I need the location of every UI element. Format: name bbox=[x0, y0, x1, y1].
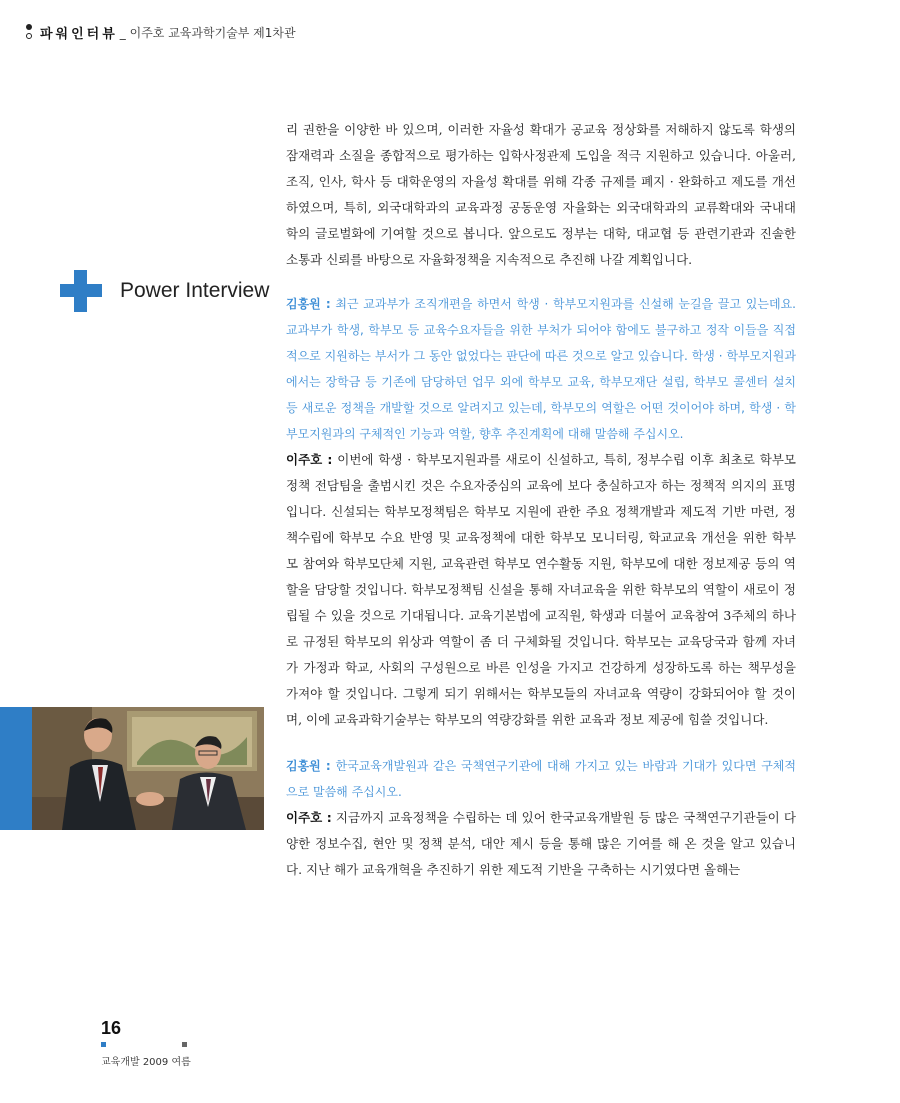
answer-2-text: 지금까지 교육정책을 수립하는 데 있어 한국교육개발원 등 많은 국책연구기관들이 다양한 정보수집, 현안 및 정책 분석, 대안 제시 등을 통해 많은 기여를 해 온 것을 알고 있습니다. 지난 해가 교육개혁을 추진하기 위한 제도적 기반을 구축하는 시기였다면 올해는 bbox=[286, 810, 796, 877]
header-title: 파워인터뷰 bbox=[40, 26, 118, 42]
article-body bbox=[286, 117, 796, 883]
footer-square-blue bbox=[101, 1042, 106, 1047]
publication-name: 교육개발 2009 여름 bbox=[101, 1057, 191, 1068]
intro-paragraph: 리 권한을 이양한 바 있으며, 이러한 자율성 확대가 공교육 정상화를 저해하지 않도록 학생의 잠재력과 소질을 종합적으로 평가하는 입학사정관제 도입을 적극 지원하고 있습니다. 아울러, 조직, 인사, 학사 등 대학운영의 자율성 확대를 위해 각종 규제를 폐지 · 완화하고 제도를 개선하였으며, 특히, 외국대학과의 교육과정 공동운영 자율화는 외국대학과의 교류확대와 국내대학의 글로벌화에 기여할 것으로 봅니다. 앞으로도 정부는 대학, 대교협 등 관련기관과 진솔한 소통과 신뢰를 바탕으로 자율화정책을 지속적으로 추진해 나갈 계획입니다. bbox=[286, 122, 796, 267]
plus-icon bbox=[60, 270, 102, 312]
running-header bbox=[24, 22, 296, 42]
bullet-dots-icon bbox=[24, 22, 34, 42]
photo-accent-bar bbox=[0, 707, 32, 830]
footer-square-gray bbox=[182, 1042, 187, 1047]
answer-1-text: 이번에 학생 · 학부모지원과를 새로이 신설하고, 특히, 정부수립 이후 최초로 학부모정책 전담팀을 출범시킨 것은 수요자중심의 교육에 보다 충실하고자 하는 정책적 의지의 표명입니다. 신설되는 학부모정책팀은 학부모 지원에 관한 주요 정책개발과 제도적 기반 마련, 정책수립에 학부모 수요 반영 및 교육정책에 대한 학부모 모니터링, 학교교육 개선을 위한 학부모 참여와 학부모단체 지원, 교육관련 학부모 연수활동 지원, 학부모에 대한 정보제공 등의 역할을 담당할 것입니다. 학부모정책팀 신설을 통해 자녀교육을 위한 학부모의 역할이 새로이 정립될 수 있을 것으로 기대됩니다. 교육기본법에 교직원, 학생과 더불어 교육참여 3주체의 하나로 규정된 학부모의 위상과 역할이 좀 더 구체화될 것입니다. 학부모는 교육당국과 함께 자녀가 가정과 학교, 사회의 구성원으로 바른 인성을 가지고 건강하게 성장하도록 하는 책무성을 가져야 할 것입니다. 그렇게 되기 위해서는 학부모들의 자녀교육 역량이 강화되어야 할 것이며, 이에 교육과학기술부는 학부모의 역량강화를 위한 교육과 정보 제공에 힘쓸 것입니다. bbox=[286, 452, 796, 727]
page-number: 16 bbox=[101, 1018, 122, 1038]
answer-2 bbox=[286, 805, 796, 883]
interview-photo bbox=[32, 707, 264, 830]
question-2 bbox=[286, 753, 796, 805]
header-subtitle: _ 이주호 교육과학기술부 제1차관 bbox=[119, 25, 296, 40]
section-marker bbox=[60, 270, 269, 312]
answer-1 bbox=[286, 447, 796, 733]
question-2-text: 한국교육개발원과 같은 국책연구기관에 대해 가지고 있는 바람과 기대가 있다면 구체적으로 말씀해 주십시오. bbox=[286, 759, 796, 799]
question-1-text: 최근 교과부가 조직개편을 하면서 학생 · 학부모지원과를 신설해 눈길을 끌고 있는데요. 교과부가 학생, 학부모 등 교육수요자들을 위한 부처가 되어야 함에도 불구하고 정작 이들을 직접적으로 지원하는 부서가 그 동안 없었다는 판단에 따른 것으로 알고 있습니다. 학생 · 학부모지원과에서는 장학금 등 기존에 담당하던 업무 외에 학부모 교육, 학부모재단 설립, 학부모 콜센터 설치 등 새로운 정책을 개발할 것으로 알려지고 있는데, 학부모의 역할은 어떤 것이어야 하며, 학생 · 학부모지원과의 구체적인 기능과 역할, 향후 추진계획에 대해 말씀해 주십시오. bbox=[286, 297, 796, 441]
section-label: Power Interview bbox=[120, 279, 270, 302]
question-1 bbox=[286, 291, 796, 447]
interviewee-name: 이주호 : bbox=[286, 452, 333, 467]
interviewee-name: 이주호 : bbox=[286, 810, 332, 825]
interviewer-name: 김홍원 : bbox=[286, 297, 331, 311]
interviewer-name: 김홍원 : bbox=[286, 759, 331, 773]
